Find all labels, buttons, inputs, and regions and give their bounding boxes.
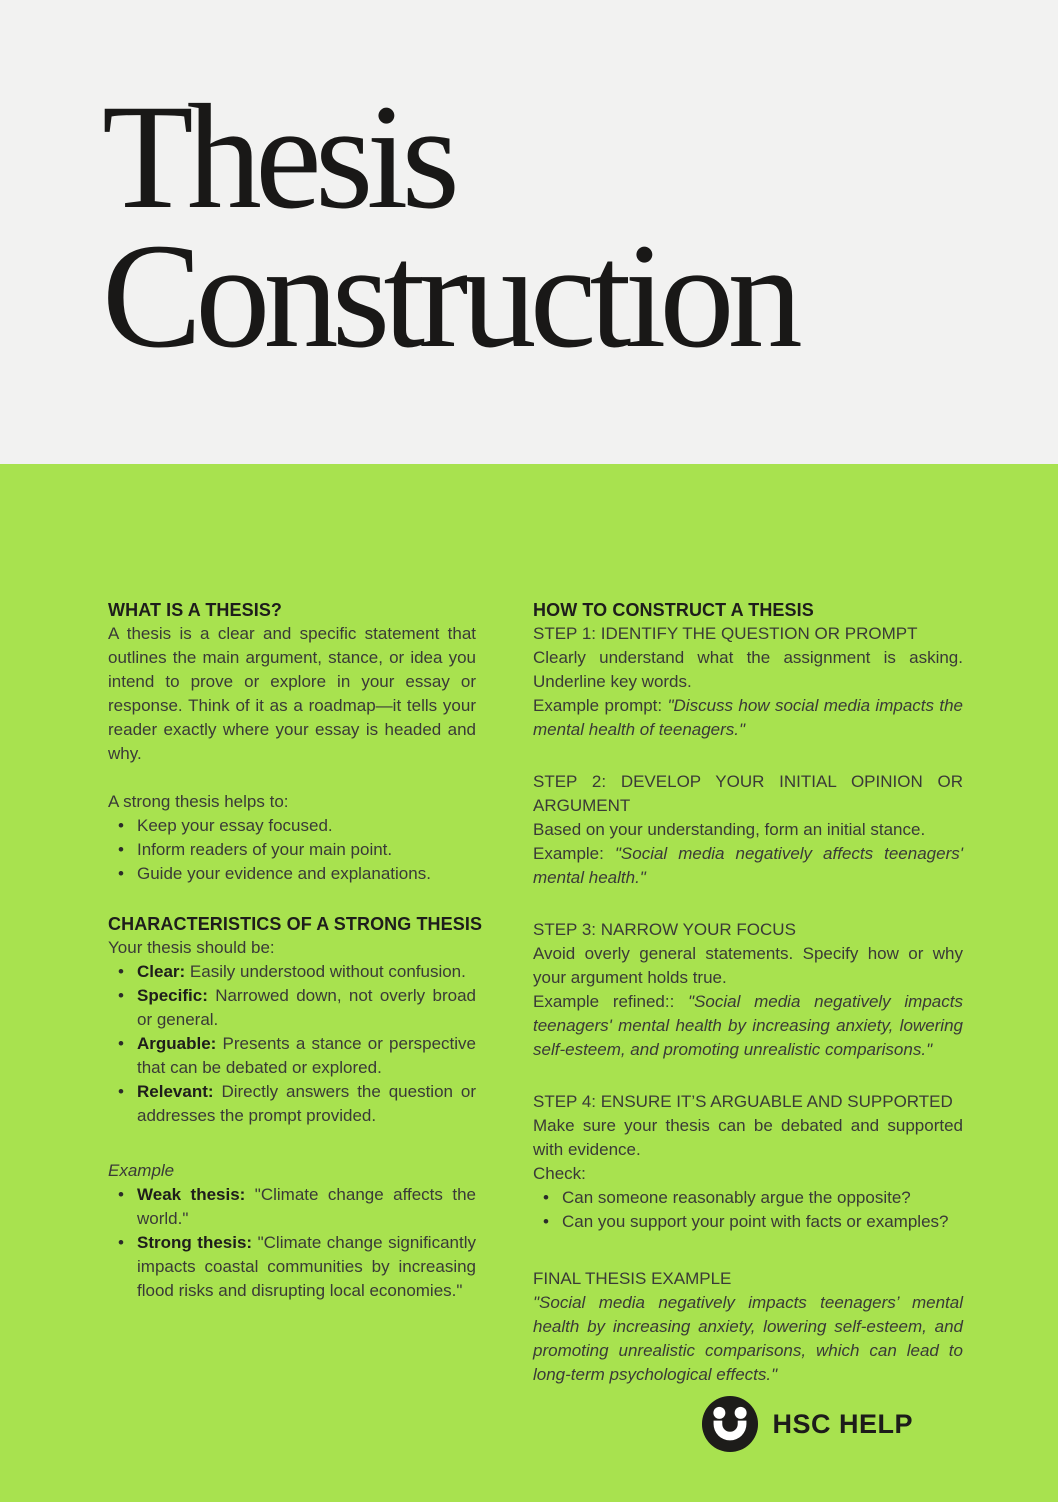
step-example xyxy=(533,694,963,742)
section-heading: CHARACTERISTICS OF A STRONG THESIS xyxy=(108,914,483,934)
example-label: Example refined:: xyxy=(533,992,675,1011)
strong-thesis-helps xyxy=(108,790,476,886)
section-paragraph: A thesis is a clear and specific statement that outlines the main argument, stance, or idea you intend to prove or explore in your essay or response. Think of it as a roadmap—it tells your reader exactly where your essay is headed and why. xyxy=(108,624,476,763)
poster-header xyxy=(0,0,1058,464)
check-label: Check: xyxy=(533,1164,586,1183)
step-title: STEP 3: NARROW YOUR FOCUS xyxy=(533,920,796,939)
step-example xyxy=(533,990,963,1062)
poster-body xyxy=(0,464,1058,1453)
section-heading: WHAT IS A THESIS? xyxy=(108,600,283,620)
step-body: Based on your understanding, form an initial stance. xyxy=(533,820,926,839)
example-quote: "Social media negatively impacts teenagers' mental health by increasing anxiety, lowering self-esteem, and promoting unrealistic comparisons." xyxy=(533,992,963,1059)
helps-list xyxy=(108,814,476,886)
step-body: Make sure your thesis can be debated and supported with evidence. xyxy=(533,1116,963,1159)
list-item: • Arguable: Presents a stance or perspective that can be debated or explored. xyxy=(108,1032,476,1080)
poster-title xyxy=(0,0,1058,379)
step-3 xyxy=(533,918,963,1062)
example-label: Example prompt: xyxy=(533,696,663,715)
list-item: • Relevant: Directly answers the question or addresses the prompt provided. xyxy=(108,1080,476,1128)
example-quote: "Discuss how social media impacts the mental health of teenagers." xyxy=(533,696,963,739)
list-item: • Keep your essay focused. xyxy=(108,814,476,838)
brand-name: HSC HELP xyxy=(772,1409,913,1439)
step-1 xyxy=(533,622,963,742)
left-column xyxy=(108,598,483,1453)
step-body: Clearly understand what the assignment is asking. Underline key words. xyxy=(533,648,963,691)
step-4 xyxy=(533,1090,963,1234)
list-item: • Can someone reasonably argue the opposite? xyxy=(533,1186,963,1210)
poster-title-line-2: Construction xyxy=(102,213,796,379)
step-example xyxy=(533,842,963,890)
check-list xyxy=(533,1186,963,1234)
list-item: • Clear: Easily understood without confusion. xyxy=(108,960,476,984)
final-thesis-example xyxy=(533,1267,963,1387)
list-item: • Specific: Narrowed down, not overly broad or general. xyxy=(108,984,476,1032)
list-item: • Can you support your point with facts or examples? xyxy=(533,1210,963,1234)
example-quote: "Social media negatively affects teenagers' mental health." xyxy=(533,844,963,887)
list-intro: Your thesis should be: xyxy=(108,938,275,957)
step-title: STEP 1: IDENTIFY THE QUESTION OR PROMPT xyxy=(533,624,918,643)
list-item: • Guide your evidence and explanations. xyxy=(108,862,476,886)
poster-title-line-1: Thesis xyxy=(102,74,454,240)
section-example xyxy=(108,1159,476,1303)
smiley-face-icon xyxy=(701,1395,759,1453)
list-item: • Strong thesis: "Climate change significantly impacts coastal communities by increasing flood risks and disrupting local economies." xyxy=(108,1231,476,1303)
right-column xyxy=(533,598,963,1453)
example-heading: Example xyxy=(108,1161,175,1180)
list-item: • Weak thesis: "Climate change affects the world." xyxy=(108,1183,476,1231)
final-heading: FINAL THESIS EXAMPLE xyxy=(533,1269,732,1288)
characteristics-list xyxy=(108,960,476,1128)
brand-footer xyxy=(533,1395,963,1453)
list-intro: A strong thesis helps to: xyxy=(108,792,289,811)
final-quote: "Social media negatively impacts teenagers’ mental health by increasing anxiety, lowering self-esteem, and promoting unrealistic comparisons, which can lead to long-term psychological effects." xyxy=(533,1293,963,1384)
section-what-is-a-thesis xyxy=(108,598,476,766)
section-characteristics xyxy=(108,912,483,1128)
step-body: Avoid overly general statements. Specify how or why your argument holds true. xyxy=(533,944,963,987)
step-title: STEP 4: ENSURE IT’S ARGUABLE AND SUPPORTED xyxy=(533,1092,953,1111)
example-list xyxy=(108,1183,476,1303)
step-title: STEP 2: DEVELOP YOUR INITIAL OPINION OR ARGUMENT xyxy=(533,772,963,815)
list-item: • Inform readers of your main point. xyxy=(108,838,476,862)
example-label: Example: xyxy=(533,844,604,863)
step-2 xyxy=(533,770,963,890)
section-heading: HOW TO CONSTRUCT A THESIS xyxy=(533,600,814,620)
